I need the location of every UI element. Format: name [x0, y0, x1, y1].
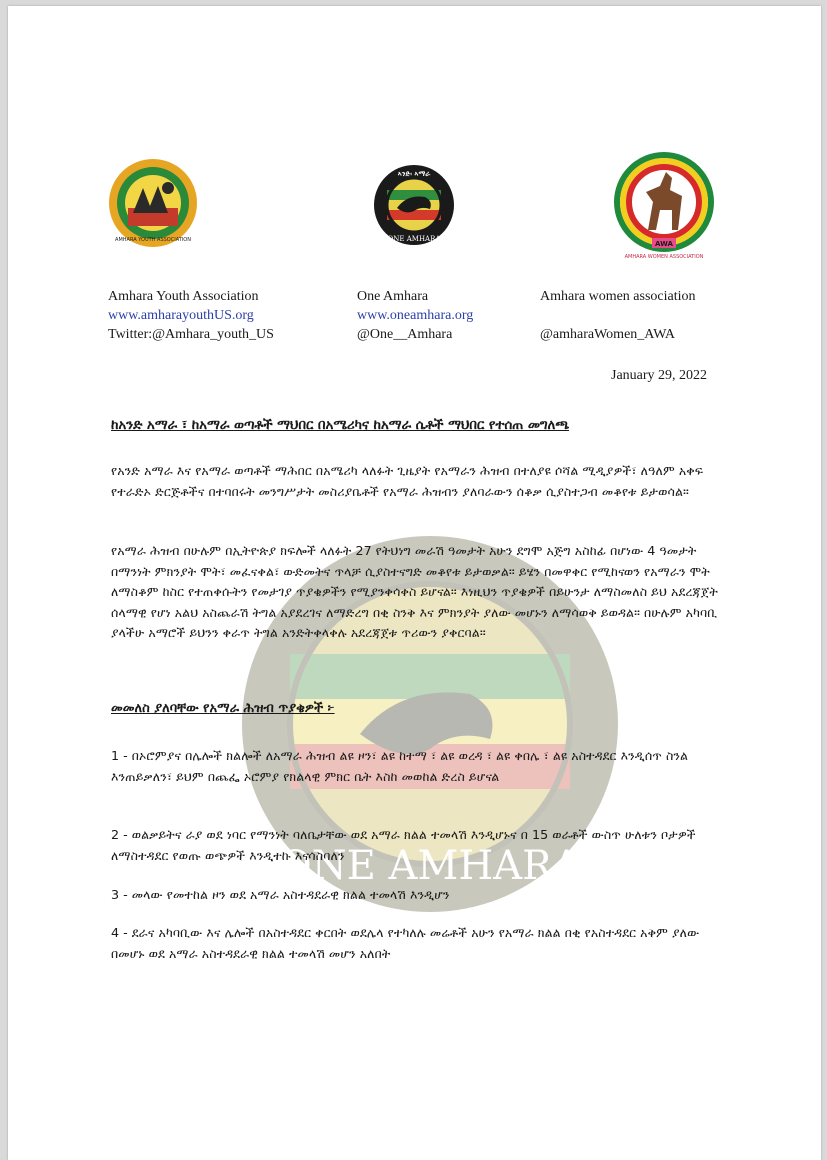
- question-item: 3 - መላው የመተከል ዞን ወደ አማራ አስተዳደራዊ ክልል ተመላሽ እንዲሆን: [111, 887, 450, 902]
- org-block-one-amhara: [357, 287, 473, 344]
- paragraph-intro: የአንድ አማራ እና የአማራ ወጣቶች ማሕበር በአሜሪካ ላለፉት ጊዜያት የአማራን ሕዝብ በተለያዩ ሶሻል ሚዲያዎች፣ ለዓለም አቀፍ የተራድኦ ድርጅቶችና በተባበሩት መንግሥታት መስሪያቤቶች የአማራ ሕዝብን ያለባራውን ሰቆቃ ሲያስተጋብ መቆየቱ ይታወሳል።: [111, 463, 704, 499]
- document-page: [8, 6, 821, 1160]
- question-item: 1 - በኦሮምያና በሌሎች ክልሎች ለአማራ ሕዝብ ልዩ ዞን፣ ልዩ ከተማ ፣ ልዩ ወረዳ ፣ ልዩ ቀበሌ ፣ ልዩ አስተዳደር እንዲሰጥ ስንል እንጠይቃለን፣ ይህም በጨፌ ኦሮምያ የክልላዊ ምክር ቤት እስከ መወከል ድረስ ይሆናል: [111, 748, 689, 784]
- watermark-text: ONE AMHARA: [278, 843, 582, 889]
- org-twitter-handle: Twitter:@Amhara_youth_US: [108, 327, 274, 342]
- org-twitter-handle: @One__Amhara: [357, 327, 453, 342]
- questions-heading: መመለስ ያለባቸው የአማራ ሕዝብ ጥያቄዎች ፦: [111, 701, 335, 716]
- question-item: 2 - ወልቃይትና ራያ ወደ ነባር የማንነት ባለቤታቸው ወደ አማራ ክልል ተመላሽ እንዲሆኑና በ 15 ወራቶች ውስጥ ሁለቱን ቦታዎች ለማስተዳደር የወጡ ወጭዎች እንዲተኩ እናሳስባለን: [111, 827, 696, 863]
- mid-logo-bottom-text: ONE AMHARA: [387, 235, 441, 243]
- amhara-youth-association-logo: [108, 158, 198, 248]
- org-website-link[interactable]: www.amharayouthUS.org: [108, 308, 254, 323]
- right-logo-caption: AMHARA WOMEN ASSOCIATION: [624, 254, 704, 260]
- org-website-link: [540, 306, 696, 325]
- org-block-youth: [108, 287, 274, 344]
- org-name: Amhara women association: [540, 289, 696, 304]
- org-twitter-handle: @amharaWomen_AWA: [540, 327, 676, 342]
- org-block-women: [540, 287, 696, 344]
- left-logo-caption: AMHARA YOUTH ASSOCIATION: [115, 237, 191, 243]
- statement-title: ከአንድ አማራ ፣ ከአማራ ወጣቶች ማህበር በአሜሪካና ከአማራ ሴቶች ማህበር የተሰጠ መግለጫ: [111, 418, 570, 433]
- paragraph-body: የአማራ ሕዝብ በሁሉም በኢትዮጵያ ክፍሎች ላለፉት 27 የትህነግ መራሽ ዓመታት አሁን ደግሞ አጅግ አስከፊ በሆነው 4 ዓመታት በማንነት ምክንያት ሞት፣ መፈናቀል፣ ውድመትና ጥላቻ ሲያስተናግድ መቆየቱ ይታወቃል። ይሄን በመዋቀር የሚከናወን የአማራን ሞት ለማስቆም ከስር የተጠቀሱትን የመታገያ ጥያቄዎችን የሚያንቀሳቀስ ይሆናል። እነዚህን ጥያቄዎች በይሁንታ ለማስመለስ ይህ አደረጃጀት ሰላማዊ የሆነ አልህ አስጨራሽ ትግል አያደረገና ለማድረግ በቂ ስንቅ እና ምክንያት ያለው መሆኑን ለማሳወቅ ይወዳል። በሁሉም አካባቢ ያላችሁ አማሮች ይህንን ቀራጥ ትግል አንድትቀላቀሉ አደረጃጀቱ ጥሪውን ያቀርባል።: [111, 543, 718, 640]
- mid-logo-top-text: ኣንድ፡ ኣማራ: [397, 170, 431, 178]
- amhara-women-association-logo: [608, 152, 720, 272]
- one-amhara-logo: [373, 164, 455, 246]
- org-website-link[interactable]: www.oneamhara.org: [357, 308, 474, 323]
- org-name: Amhara Youth Association: [108, 289, 259, 304]
- document-date: January 29, 2022: [611, 368, 708, 383]
- right-logo-badge: AWA: [655, 240, 673, 248]
- org-name: One Amhara: [357, 289, 429, 304]
- question-item: 4 - ደራና አካባቢው እና ሌሎች በአስተዳደር ቀርበት ወደሌላ የተካለሉ መሬቶች አሁን የአማራ ክልል በቂ የአስተዳደር አቅም ያለው በመሆኑ ወደ አማራ አስተዳደራዊ ክልል ተመላሽ መሆን አለበት: [111, 925, 700, 961]
